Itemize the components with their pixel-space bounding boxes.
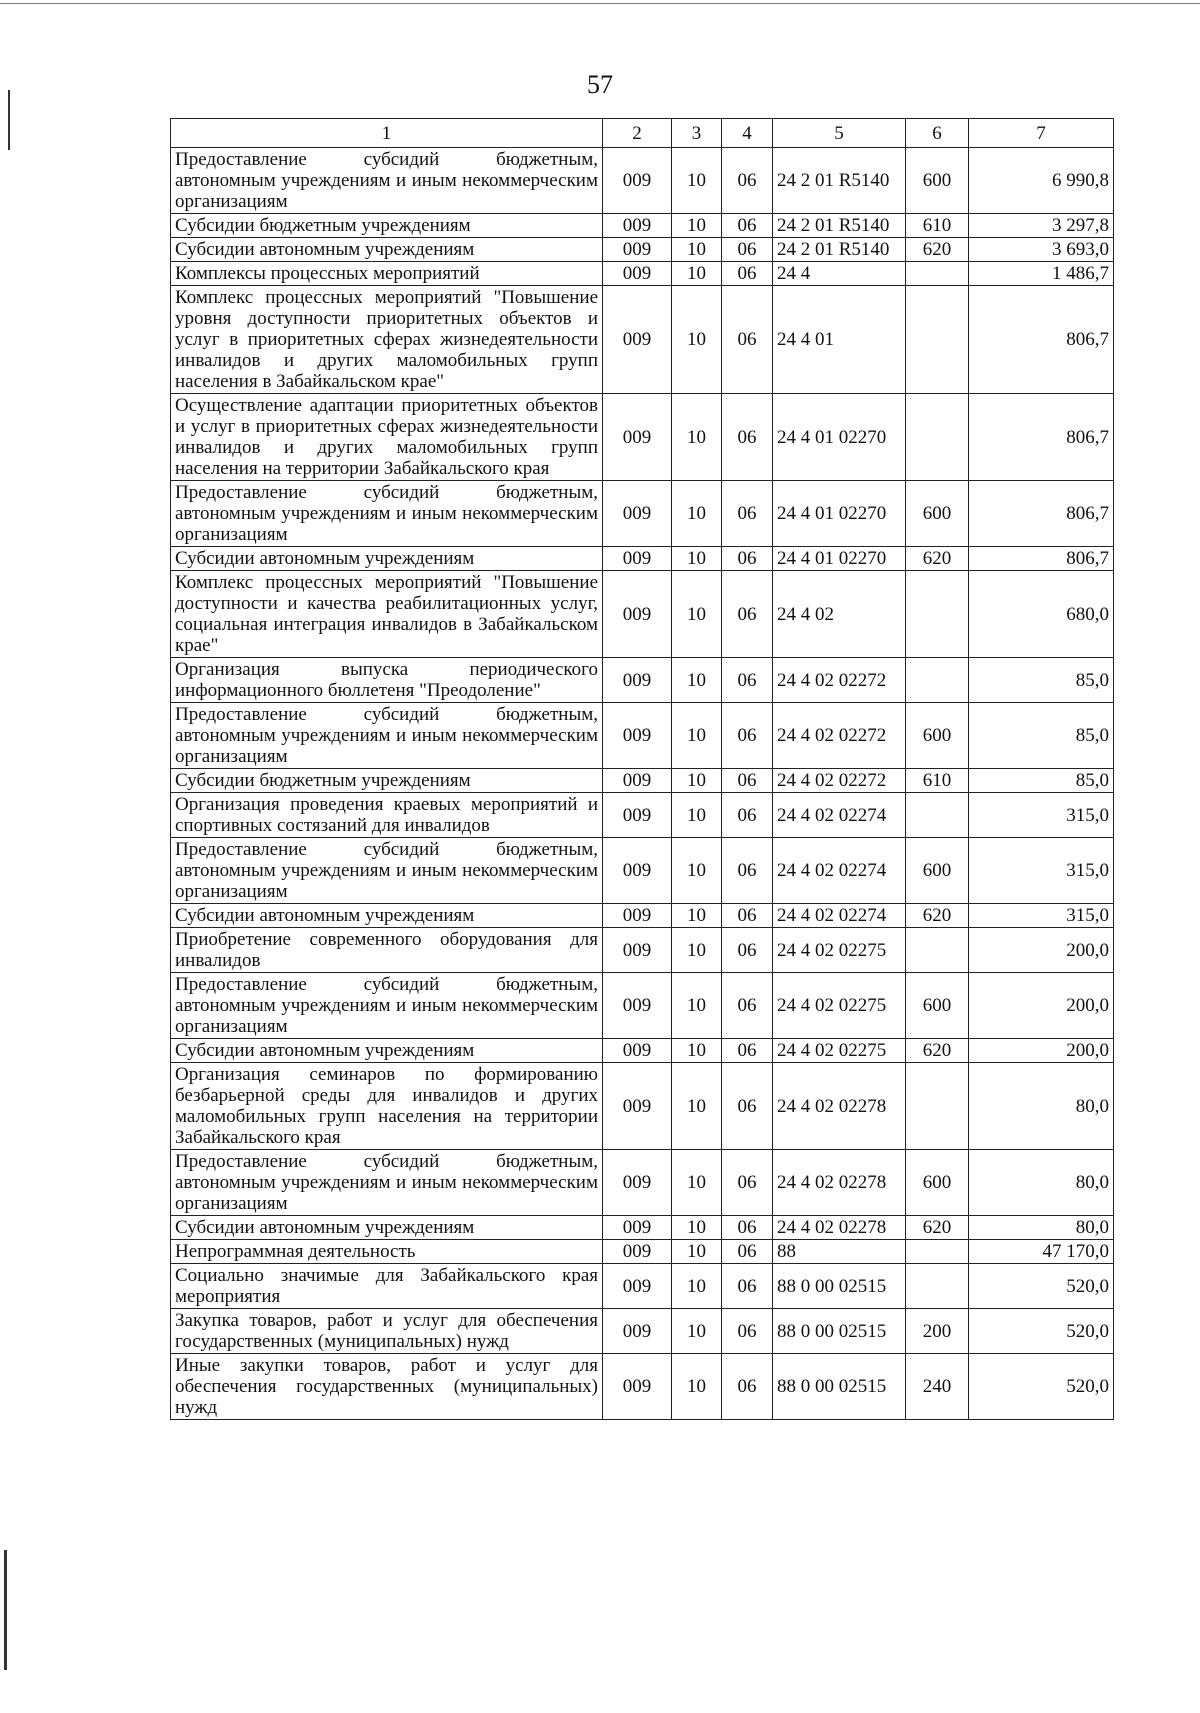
amount-value: 6 990,8 — [969, 148, 1114, 214]
expense-type-code — [906, 262, 969, 286]
expense-type-code: 620 — [906, 1216, 969, 1240]
amount-value: 200,0 — [969, 928, 1114, 973]
ministry-code: 009 — [603, 571, 672, 658]
expense-type-code: 600 — [906, 703, 969, 769]
target-article-code: 24 2 01 R5140 — [773, 214, 906, 238]
subsection-code: 06 — [722, 214, 773, 238]
section-code: 10 — [672, 928, 722, 973]
row-description: Субсидии бюджетным учреждениям — [171, 214, 603, 238]
row-description: Комплекс процессных мероприятий "Повышение уровня доступности приоритетных объектов и услуг в приоритетных сферах жизнедеятельности инвалидов и других маломобильных групп населения в Забайкальском крае" — [171, 286, 603, 394]
target-article-code: 24 4 02 02274 — [773, 793, 906, 838]
amount-value: 806,7 — [969, 286, 1114, 394]
row-description: Субсидии автономным учреждениям — [171, 1216, 603, 1240]
subsection-code: 06 — [722, 1264, 773, 1309]
subsection-code: 06 — [722, 1039, 773, 1063]
ministry-code: 009 — [603, 148, 672, 214]
section-code: 10 — [672, 547, 722, 571]
amount-value: 806,7 — [969, 481, 1114, 547]
column-header: 2 — [603, 119, 672, 148]
amount-value: 806,7 — [969, 547, 1114, 571]
amount-value: 200,0 — [969, 973, 1114, 1039]
amount-value: 85,0 — [969, 658, 1114, 703]
expense-type-code — [906, 1264, 969, 1309]
row-description: Социально значимые для Забайкальского края мероприятия — [171, 1264, 603, 1309]
expense-type-code: 620 — [906, 1039, 969, 1063]
section-code: 10 — [672, 838, 722, 904]
subsection-code: 06 — [722, 1354, 773, 1420]
target-article-code: 24 4 02 02272 — [773, 658, 906, 703]
target-article-code: 24 2 01 R5140 — [773, 238, 906, 262]
amount-value: 520,0 — [969, 1354, 1114, 1420]
subsection-code: 06 — [722, 838, 773, 904]
section-code: 10 — [672, 1063, 722, 1150]
target-article-code: 24 4 02 02278 — [773, 1150, 906, 1216]
table-body — [171, 148, 1114, 1420]
ministry-code: 009 — [603, 1240, 672, 1264]
ministry-code: 009 — [603, 1354, 672, 1420]
subsection-code: 06 — [722, 1309, 773, 1354]
ministry-code: 009 — [603, 1264, 672, 1309]
column-header: 6 — [906, 119, 969, 148]
amount-value: 85,0 — [969, 769, 1114, 793]
budget-table — [170, 118, 1114, 1420]
table-row — [171, 481, 1114, 547]
expense-type-code: 600 — [906, 1150, 969, 1216]
target-article-code: 24 4 — [773, 262, 906, 286]
subsection-code: 06 — [722, 286, 773, 394]
row-description: Организация семинаров по формированию безбарьерной среды для инвалидов и других маломобильных групп населения на территории Забайкальского края — [171, 1063, 603, 1150]
table-header-row — [171, 119, 1114, 148]
target-article-code: 24 4 02 02274 — [773, 904, 906, 928]
amount-value: 520,0 — [969, 1309, 1114, 1354]
section-code: 10 — [672, 148, 722, 214]
column-header: 5 — [773, 119, 906, 148]
amount-value: 315,0 — [969, 838, 1114, 904]
section-code: 10 — [672, 286, 722, 394]
expense-type-code: 600 — [906, 481, 969, 547]
subsection-code: 06 — [722, 1150, 773, 1216]
target-article-code: 24 4 02 02272 — [773, 769, 906, 793]
row-description: Организация выпуска периодического информационного бюллетеня "Преодоление" — [171, 658, 603, 703]
section-code: 10 — [672, 1354, 722, 1420]
row-description: Организация проведения краевых мероприятий и спортивных состязаний для инвалидов — [171, 793, 603, 838]
target-article-code: 24 2 01 R5140 — [773, 148, 906, 214]
section-code: 10 — [672, 571, 722, 658]
target-article-code: 24 4 02 02272 — [773, 703, 906, 769]
section-code: 10 — [672, 1039, 722, 1063]
expense-type-code — [906, 571, 969, 658]
expense-type-code: 600 — [906, 838, 969, 904]
amount-value: 80,0 — [969, 1063, 1114, 1150]
section-code: 10 — [672, 262, 722, 286]
subsection-code: 06 — [722, 769, 773, 793]
row-description: Предоставление субсидий бюджетным, автономным учреждениям и иным некоммерческим организациям — [171, 1150, 603, 1216]
ministry-code: 009 — [603, 1063, 672, 1150]
target-article-code: 88 0 00 02515 — [773, 1264, 906, 1309]
subsection-code: 06 — [722, 703, 773, 769]
table-row — [171, 214, 1114, 238]
expense-type-code: 200 — [906, 1309, 969, 1354]
amount-value: 315,0 — [969, 904, 1114, 928]
subsection-code: 06 — [722, 571, 773, 658]
amount-value: 200,0 — [969, 1039, 1114, 1063]
subsection-code: 06 — [722, 148, 773, 214]
row-description: Субсидии бюджетным учреждениям — [171, 769, 603, 793]
subsection-code: 06 — [722, 481, 773, 547]
expense-type-code: 610 — [906, 769, 969, 793]
expense-type-code: 600 — [906, 973, 969, 1039]
subsection-code: 06 — [722, 973, 773, 1039]
table-row — [171, 793, 1114, 838]
row-description: Иные закупки товаров, работ и услуг для обеспечения государственных (муниципальных) нужд — [171, 1354, 603, 1420]
expense-type-code — [906, 793, 969, 838]
target-article-code: 24 4 01 02270 — [773, 547, 906, 571]
expense-type-code — [906, 286, 969, 394]
subsection-code: 06 — [722, 238, 773, 262]
table-row — [171, 238, 1114, 262]
amount-value: 806,7 — [969, 394, 1114, 481]
row-description: Комплекс процессных мероприятий "Повышение доступности и качества реабилитационных услуг, социальная интеграция инвалидов в Забайкальском крае" — [171, 571, 603, 658]
table-row — [171, 973, 1114, 1039]
row-description: Закупка товаров, работ и услуг для обеспечения государственных (муниципальных) нужд — [171, 1309, 603, 1354]
column-header: 4 — [722, 119, 773, 148]
target-article-code: 24 4 02 02278 — [773, 1063, 906, 1150]
subsection-code: 06 — [722, 262, 773, 286]
table-row — [171, 1039, 1114, 1063]
table-row — [171, 1264, 1114, 1309]
row-description: Комплексы процессных мероприятий — [171, 262, 603, 286]
ministry-code: 009 — [603, 1039, 672, 1063]
target-article-code: 24 4 02 02275 — [773, 928, 906, 973]
table-row — [171, 1240, 1114, 1264]
amount-value: 85,0 — [969, 703, 1114, 769]
ministry-code: 009 — [603, 838, 672, 904]
target-article-code: 88 0 00 02515 — [773, 1309, 906, 1354]
section-code: 10 — [672, 658, 722, 703]
subsection-code: 06 — [722, 928, 773, 973]
table-row — [171, 571, 1114, 658]
section-code: 10 — [672, 904, 722, 928]
section-code: 10 — [672, 1240, 722, 1264]
expense-type-code: 620 — [906, 904, 969, 928]
table-row — [171, 547, 1114, 571]
expense-type-code: 620 — [906, 547, 969, 571]
subsection-code: 06 — [722, 547, 773, 571]
table-row — [171, 262, 1114, 286]
subsection-code: 06 — [722, 394, 773, 481]
ministry-code: 009 — [603, 658, 672, 703]
target-article-code: 24 4 02 02274 — [773, 838, 906, 904]
table-row — [171, 1354, 1114, 1420]
subsection-code: 06 — [722, 658, 773, 703]
subsection-code: 06 — [722, 1240, 773, 1264]
row-description: Предоставление субсидий бюджетным, автономным учреждениям и иным некоммерческим организациям — [171, 973, 603, 1039]
page-number: 57 — [587, 70, 613, 99]
expense-type-code: 620 — [906, 238, 969, 262]
ministry-code: 009 — [603, 481, 672, 547]
ministry-code: 009 — [603, 793, 672, 838]
ministry-code: 009 — [603, 547, 672, 571]
table-row — [171, 394, 1114, 481]
row-description: Непрограммная деятельность — [171, 1240, 603, 1264]
section-code: 10 — [672, 1216, 722, 1240]
ministry-code: 009 — [603, 904, 672, 928]
target-article-code: 24 4 01 — [773, 286, 906, 394]
section-code: 10 — [672, 1309, 722, 1354]
table-row — [171, 286, 1114, 394]
table-row — [171, 1063, 1114, 1150]
section-code: 10 — [672, 1150, 722, 1216]
amount-value: 520,0 — [969, 1264, 1114, 1309]
row-description: Субсидии автономным учреждениям — [171, 238, 603, 262]
expense-type-code — [906, 928, 969, 973]
ministry-code: 009 — [603, 1309, 672, 1354]
target-article-code: 88 0 00 02515 — [773, 1354, 906, 1420]
target-article-code: 24 4 02 — [773, 571, 906, 658]
row-description: Предоставление субсидий бюджетным, автономным учреждениям и иным некоммерческим организациям — [171, 703, 603, 769]
column-header: 1 — [171, 119, 603, 148]
target-article-code: 88 — [773, 1240, 906, 1264]
section-code: 10 — [672, 214, 722, 238]
expense-type-code: 610 — [906, 214, 969, 238]
expense-type-code — [906, 394, 969, 481]
row-description: Осуществление адаптации приоритетных объектов и услуг в приоритетных сферах жизнедеятельности инвалидов и других маломобильных групп населения на территории Забайкальского края — [171, 394, 603, 481]
ministry-code: 009 — [603, 214, 672, 238]
expense-type-code: 600 — [906, 148, 969, 214]
ministry-code: 009 — [603, 703, 672, 769]
ministry-code: 009 — [603, 394, 672, 481]
section-code: 10 — [672, 238, 722, 262]
row-description: Предоставление субсидий бюджетным, автономным учреждениям и иным некоммерческим организациям — [171, 838, 603, 904]
ministry-code: 009 — [603, 769, 672, 793]
target-article-code: 24 4 02 02275 — [773, 973, 906, 1039]
row-description: Субсидии автономным учреждениям — [171, 1039, 603, 1063]
section-code: 10 — [672, 769, 722, 793]
section-code: 10 — [672, 703, 722, 769]
table-row — [171, 703, 1114, 769]
row-description: Субсидии автономным учреждениям — [171, 904, 603, 928]
row-description: Предоставление субсидий бюджетным, автономным учреждениям и иным некоммерческим организациям — [171, 481, 603, 547]
section-code: 10 — [672, 793, 722, 838]
table-row — [171, 658, 1114, 703]
amount-value: 680,0 — [969, 571, 1114, 658]
amount-value: 47 170,0 — [969, 1240, 1114, 1264]
row-description: Приобретение современного оборудования для инвалидов — [171, 928, 603, 973]
target-article-code: 24 4 02 02278 — [773, 1216, 906, 1240]
table-row — [171, 1150, 1114, 1216]
column-header: 7 — [969, 119, 1114, 148]
column-header: 3 — [672, 119, 722, 148]
section-code: 10 — [672, 1264, 722, 1309]
ministry-code: 009 — [603, 1150, 672, 1216]
ministry-code: 009 — [603, 262, 672, 286]
amount-value: 1 486,7 — [969, 262, 1114, 286]
ministry-code: 009 — [603, 286, 672, 394]
row-description: Предоставление субсидий бюджетным, автономным учреждениям и иным некоммерческим организациям — [171, 148, 603, 214]
amount-value: 80,0 — [969, 1216, 1114, 1240]
amount-value: 80,0 — [969, 1150, 1114, 1216]
target-article-code: 24 4 02 02275 — [773, 1039, 906, 1063]
amount-value: 3 693,0 — [969, 238, 1114, 262]
scan-artifact-mark — [4, 1550, 7, 1670]
expense-type-code: 240 — [906, 1354, 969, 1420]
expense-type-code — [906, 658, 969, 703]
section-code: 10 — [672, 481, 722, 547]
table-row — [171, 1216, 1114, 1240]
expense-type-code — [906, 1063, 969, 1150]
subsection-code: 06 — [722, 1063, 773, 1150]
section-code: 10 — [672, 394, 722, 481]
amount-value: 315,0 — [969, 793, 1114, 838]
table-row — [171, 904, 1114, 928]
table-row — [171, 148, 1114, 214]
subsection-code: 06 — [722, 1216, 773, 1240]
subsection-code: 06 — [722, 904, 773, 928]
table-row — [171, 769, 1114, 793]
expense-type-code — [906, 1240, 969, 1264]
ministry-code: 009 — [603, 973, 672, 1039]
table-row — [171, 928, 1114, 973]
scan-top-edge-line — [0, 3, 1200, 4]
subsection-code: 06 — [722, 793, 773, 838]
target-article-code: 24 4 01 02270 — [773, 481, 906, 547]
amount-value: 3 297,8 — [969, 214, 1114, 238]
ministry-code: 009 — [603, 1216, 672, 1240]
ministry-code: 009 — [603, 238, 672, 262]
row-description: Субсидии автономным учреждениям — [171, 547, 603, 571]
section-code: 10 — [672, 973, 722, 1039]
ministry-code: 009 — [603, 928, 672, 973]
table-row — [171, 838, 1114, 904]
target-article-code: 24 4 01 02270 — [773, 394, 906, 481]
table-row — [171, 1309, 1114, 1354]
